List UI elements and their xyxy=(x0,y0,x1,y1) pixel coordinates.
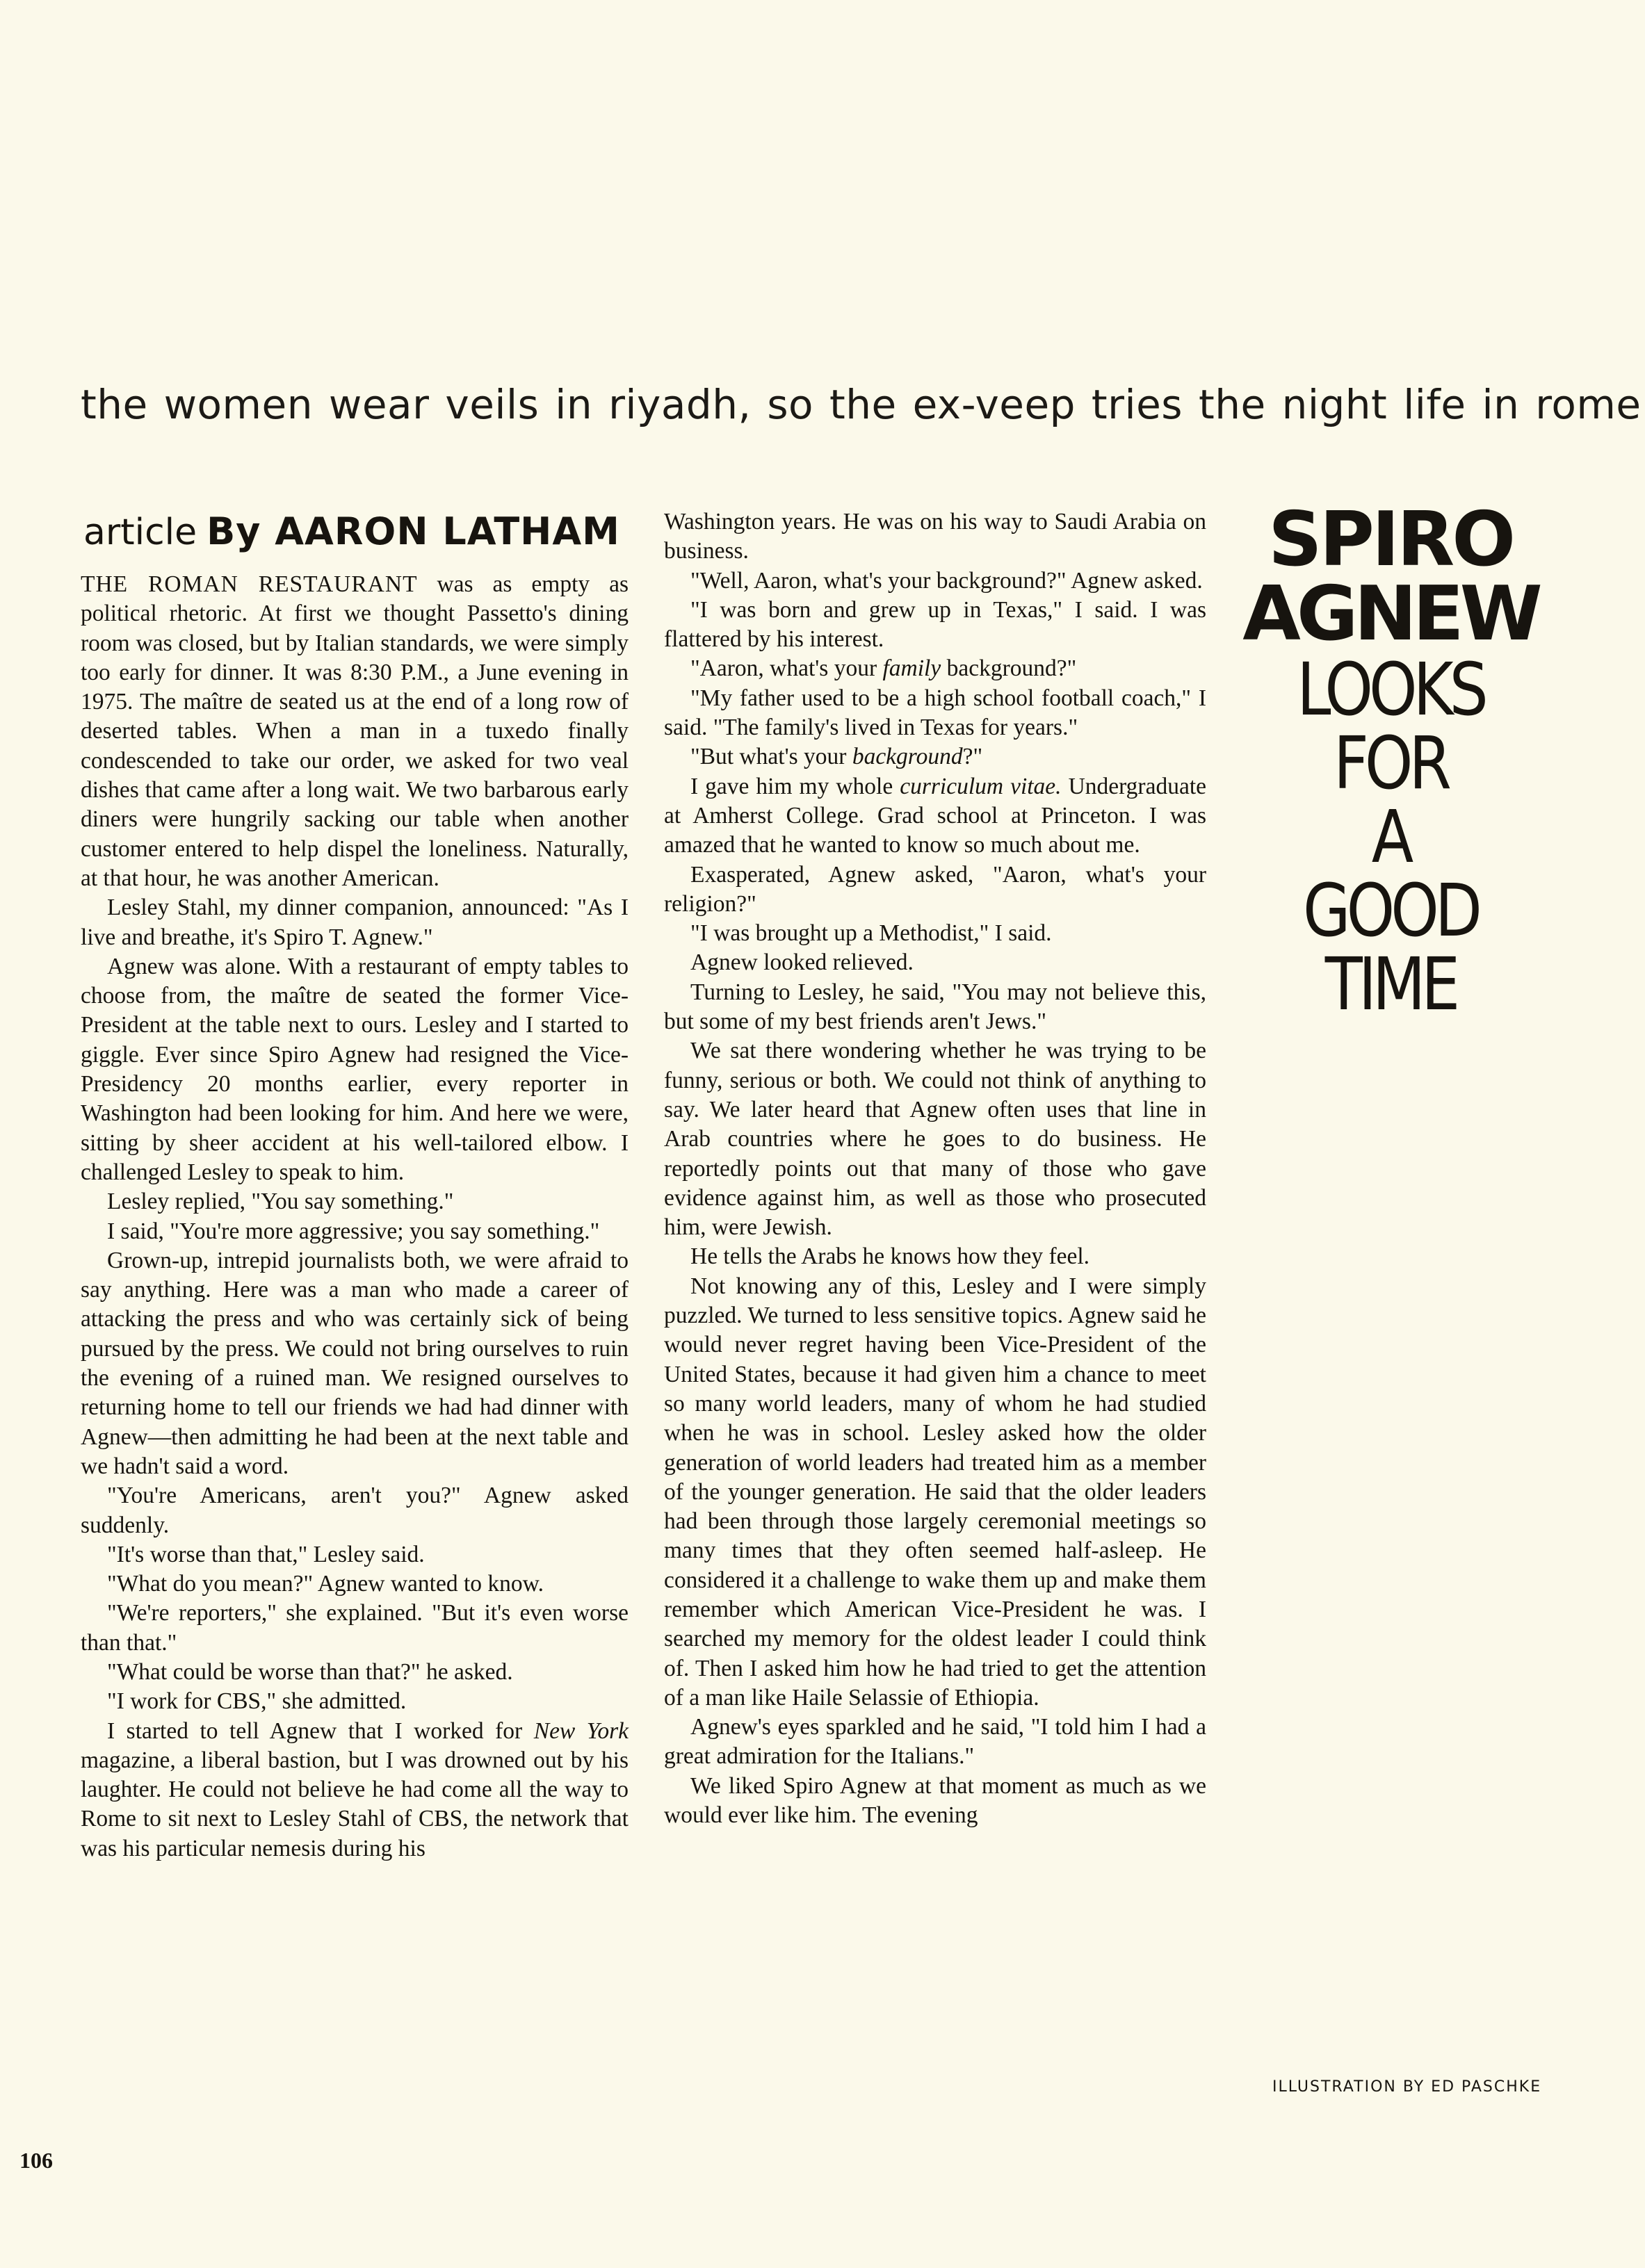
paragraph: Agnew's eyes sparkled and he said, "I told him I had a great admiration for the Italians." xyxy=(664,1714,1206,1770)
paragraph-text: background?" xyxy=(941,655,1077,682)
paragraph: "I was born and grew up in Texas," I said. I was flattered by his interest. xyxy=(664,596,1206,653)
paragraph: Turning to Lesley, he said, "You may not believe this, but some of my best friends aren't Jews." xyxy=(664,979,1206,1035)
paragraph: "What could be worse than that?" he asked. xyxy=(107,1658,513,1685)
title-line: GOOD xyxy=(1303,868,1478,953)
paragraph-text: I started to tell Agnew that I worked for xyxy=(107,1718,534,1744)
title-line: LOOKS xyxy=(1297,647,1484,732)
article-column-1 xyxy=(81,570,629,1863)
paragraph: "What do you mean?" Agnew wanted to know. xyxy=(107,1571,544,1597)
paragraph: Washington years. He was on his way to Saudi Arabia on business. xyxy=(664,509,1206,564)
byline-author: By AARON LATHAM xyxy=(206,509,620,553)
paragraph: Agnew looked relieved. xyxy=(690,949,914,976)
paragraph-text: magazine, a liberal bastion, but I was drowned out by his laughter. He could not believe he had come all the way to Rome to sit next to Lesley Stahl of CBS, the network that was his particular nemesis during his xyxy=(81,1747,629,1861)
paragraph: Not knowing any of this, Lesley and I were simply puzzled. We turned to less sensitive topics. Agnew said he would never regret having been Vice-President of the United States, because it had given him a chance to meet so many world leaders, many of whom he had studied when he was in school. Lesley asked how the older generation of world leaders had treated him as a member of the younger generation. He said that the older leaders had been through those largely ceremonial meetings so many times that they often seemed half-asleep. He considered it a challenge to wake them up and make them remember which American Vice-President he was. I searched my memory for the oldest leader I could think of. Then I asked him how he had tried to get the attention of a man like Haile Selassie of Ethiopia. xyxy=(664,1273,1206,1711)
byline-label: article xyxy=(83,512,197,553)
paragraph: "My father used to be a high school football coach," I said. "The family's lived in Texas for years." xyxy=(664,685,1206,741)
paragraph: "I was brought up a Methodist," I said. xyxy=(690,920,1052,947)
paragraph: "You're Americans, aren't you?" Agnew asked suddenly. xyxy=(81,1483,629,1538)
paragraph: "We're reporters," she explained. "But it's even worse than that." xyxy=(81,1600,629,1656)
paragraph xyxy=(664,654,1206,683)
paragraph: Grown-up, intrepid journalists both, we were afraid to say anything. Here was a man who made a career of attacking the press and who was certainly sick of being pursued by the press. We could not bring ourselves to ruin the evening of a ruined man. We resigned ourselves to returning home to tell our friends we had had dinner with Agnew—then admitting he had been at the next table and we hadn't said a word. xyxy=(81,1247,629,1479)
paragraph: We liked Spiro Agnew at that moment as much as we would ever like him. The evening xyxy=(664,1772,1206,1829)
article-kicker: the women wear veils in riyadh, so the ex-veep tries the night life in rome xyxy=(81,381,1642,428)
illustration-credit: ILLUSTRATION BY ED PASCHKE xyxy=(1272,2078,1542,2096)
paragraph-text: Undergraduate at Amherst College. Grad school at Princeton. I was amazed that he wanted to know so much about me. xyxy=(664,773,1206,858)
magazine-name: New York xyxy=(533,1718,629,1744)
lead-in: THE ROMAN RESTAURANT xyxy=(81,571,418,597)
title-line: TIME xyxy=(1324,942,1457,1027)
paragraph: He tells the Arabs he knows how they feel. xyxy=(690,1243,1090,1270)
paragraph-text: "But what's your xyxy=(690,744,852,770)
paragraph xyxy=(664,772,1206,860)
paragraph: "It's worse than that," Lesley said. xyxy=(107,1541,425,1567)
paragraph-text: I gave him my whole xyxy=(690,773,900,799)
page-number: 106 xyxy=(19,2148,53,2173)
paragraph xyxy=(664,742,1206,772)
title-line: A xyxy=(1371,794,1410,879)
title-line: AGNEW xyxy=(1242,571,1539,658)
article-column-2 xyxy=(664,507,1206,1830)
title-line: SPIRO xyxy=(1267,496,1514,583)
paragraph: Lesley replied, "You say something." xyxy=(107,1189,454,1215)
paragraph xyxy=(81,570,629,893)
paragraph-text: was as empty as political rhetoric. At first we thought Passetto's dining room was closed, but by Italian standards, we were simply too early for dinner. It was 8:30 P.M., a June evening in 1975. The maître de seated us at the end of a long row of deserted tables. When a man in a tuxedo finally condescended to take our order, we asked for two veal dishes that came after a long wait. We two barbarous early diners were hungrily sacking our table when another customer entered to help dispel the loneliness. Naturally, at that hour, he was another American. xyxy=(81,571,629,891)
paragraph: Lesley Stahl, my dinner companion, announced: "As I live and breathe, it's Spiro T. Agnew." xyxy=(81,895,629,950)
paragraph: Exasperated, Agnew asked, "Aaron, what's your religion?" xyxy=(664,861,1206,917)
emphasis: curriculum vitae. xyxy=(900,773,1062,799)
paragraph xyxy=(81,1717,629,1863)
article-title xyxy=(1182,496,1599,1027)
title-line: FOR xyxy=(1333,721,1448,806)
paragraph: We sat there wondering whether he was trying to be funny, serious or both. We could not think of anything to say. We later heard that Agnew often uses that line in Arab countries where he goes to do business. He reportedly points out that many of those who gave evidence against him, as well as those who prosecuted him, were Jewish. xyxy=(664,1038,1206,1241)
emphasis: background xyxy=(852,744,963,770)
paragraph: I said, "You're more aggressive; you say something." xyxy=(107,1218,600,1244)
paragraph: "I work for CBS," she admitted. xyxy=(107,1688,407,1715)
byline xyxy=(83,507,633,566)
paragraph: "Well, Aaron, what's your background?" Agnew asked. xyxy=(690,567,1203,594)
paragraph-text: "Aaron, what's your xyxy=(690,655,883,682)
paragraph: Agnew was alone. With a restaurant of empty tables to choose from, the maître de seated the former Vice-President at the table next to ours. Lesley and I started to giggle. Ever since Spiro Agnew had resigned the Vice-Presidency 20 months earlier, every reporter in Washington had been looking for him. And here we were, sitting by sheer accident at his well-tailored elbow. I challenged Lesley to speak to him. xyxy=(81,953,629,1185)
emphasis: family xyxy=(882,655,941,682)
paragraph-text: ?" xyxy=(962,744,983,770)
